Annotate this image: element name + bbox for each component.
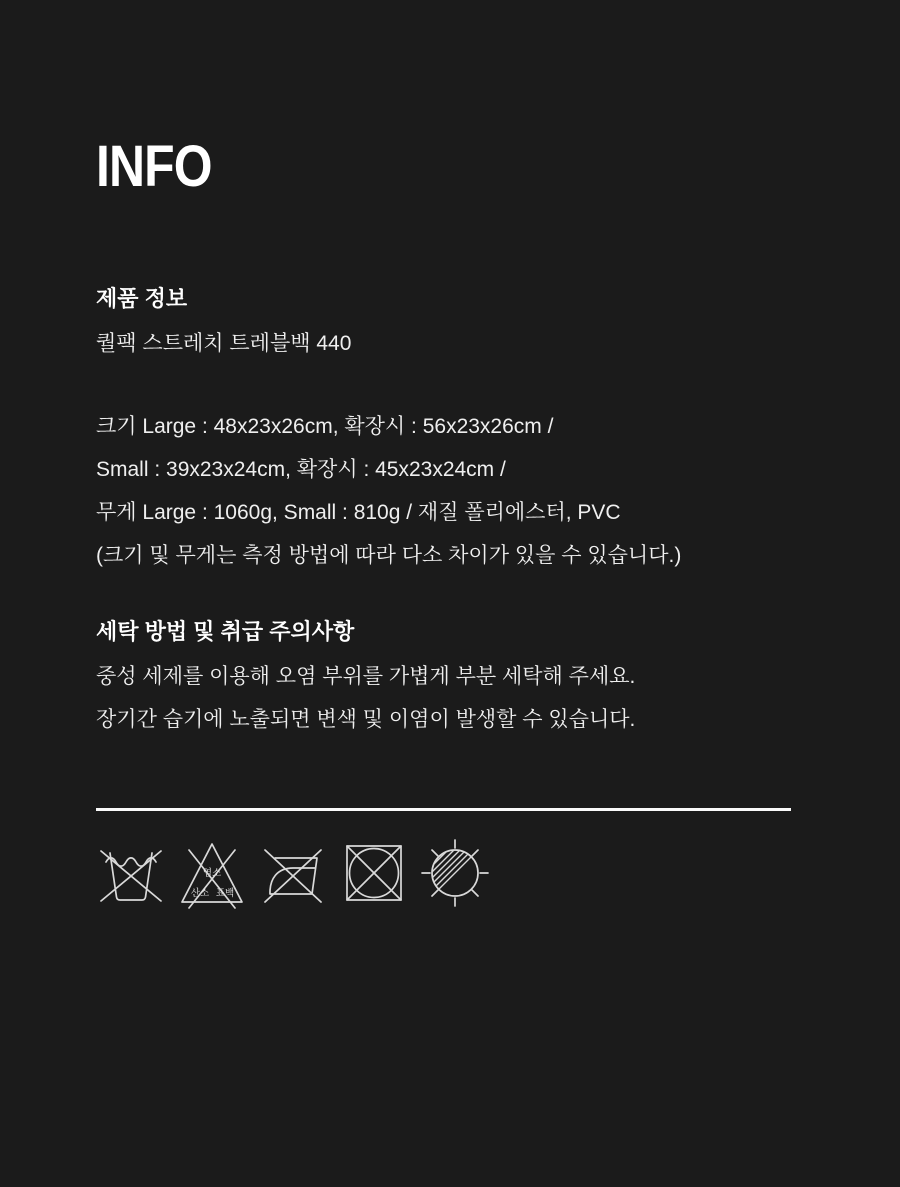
bleach-label-right: 표백 — [215, 888, 235, 899]
care-line: 장기간 습기에 노출되면 변색 및 이염이 발생할 수 있습니다. — [96, 708, 636, 731]
spec-line: (크기 및 무게는 측정 방법에 따라 다소 차이가 있을 수 있습니다.) — [96, 544, 682, 567]
info-page — [0, 134, 900, 909]
do-not-wash-icon — [96, 837, 166, 909]
care-symbols-row — [96, 837, 804, 909]
care-line: 중성 세제를 이용해 오염 부위를 가볍게 부분 세탁해 주세요. — [96, 665, 636, 688]
bleach-label-top: 염소 — [202, 868, 222, 879]
care-instructions-section — [96, 617, 804, 741]
product-info-heading: 제품 정보 — [96, 286, 188, 311]
spec-line: Small : 39x23x24cm, 확장시 : 45x23x24cm / — [96, 458, 506, 481]
care-instructions-heading: 세탁 방법 및 취급 주의사항 — [96, 619, 355, 644]
do-not-iron-icon — [258, 837, 328, 909]
page-title: INFO — [96, 134, 212, 199]
do-not-tumble-dry-icon — [339, 837, 409, 909]
bleach-label-left: 산소 — [190, 888, 210, 899]
product-name: 퀄팩 스트레치 트레블백 440 — [96, 332, 352, 355]
do-not-bleach-icon — [177, 837, 247, 909]
spec-line: 무게 Large : 1060g, Small : 810g / 재질 폴리에스터, PVC — [96, 501, 621, 524]
product-info-section — [96, 284, 804, 577]
dry-in-shade-icon — [420, 837, 490, 909]
divider — [96, 808, 791, 811]
product-spec-block — [96, 405, 804, 577]
spec-line: 크기 Large : 48x23x26cm, 확장시 : 56x23x26cm / — [96, 415, 554, 438]
